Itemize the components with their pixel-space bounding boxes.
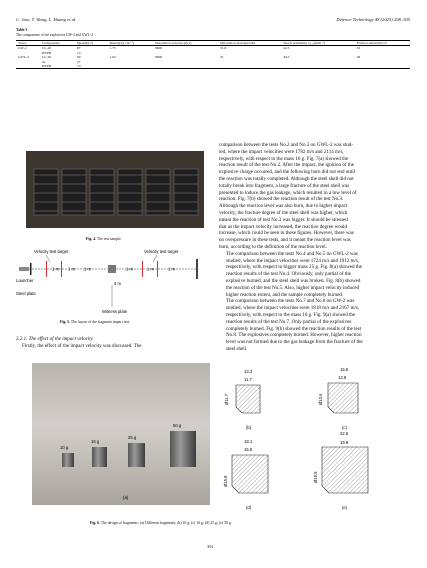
table-header: Detonation pressure/GPa [218, 41, 281, 46]
table-cell [281, 64, 354, 69]
table-cell: 13 [75, 64, 108, 69]
velocity-target-right-label: Velocity test target [144, 249, 179, 254]
fragment-10g [62, 453, 74, 467]
test-sample-photo [26, 151, 204, 228]
table-label: Table 3 [16, 28, 28, 32]
panel-a-label: (a) [123, 495, 129, 500]
text-line: velocity, the fracture degree of the steel shell was higher, which [219, 209, 348, 216]
table-header: Friction sensitivity/% [355, 41, 410, 46]
fragment-50g [170, 431, 196, 467]
text-line: respectively, with respect to the mass 16 g. Fig. 9(a) showed the [226, 311, 356, 318]
dimension-label: 13.3 [244, 369, 253, 374]
table-cell: GWL-2 [18, 55, 29, 60]
mass-label: 16 g [91, 439, 100, 444]
dimension-label: 15.8 [244, 447, 253, 452]
text-line: burn, according to the definition of the reaction level. [219, 243, 327, 250]
table-title: The components of the explosives GW-2 and GWL-2. [16, 33, 94, 37]
paragraph-2 [219, 251, 411, 299]
fig4-caption: Fig. 4. The test sample. [86, 237, 122, 241]
table-cell: 27 [77, 59, 81, 64]
segment-label: 1 m [168, 266, 175, 272]
dimension-label: 18.1 [244, 439, 253, 444]
table-cell: 8000 [155, 55, 163, 60]
sample-cylinders-image [26, 151, 204, 228]
dimension-label: 19.9 [340, 440, 349, 445]
text-line: the reaction was totally completed. Although the steel shell did not [219, 175, 354, 182]
table-header: Density/(g·cm⁻³) [108, 41, 154, 46]
table-cell: 31 [220, 55, 224, 60]
witness-plate-label: Witness plate [102, 309, 128, 314]
dimension-label: 11.7 [244, 377, 252, 382]
fragment-25g-drawing [232, 455, 268, 493]
table-cell: 32 [356, 46, 361, 51]
text-line: The comparison between the tests No.4 and No.5 on GWL-2 was [226, 250, 358, 257]
fragment-50g-drawing [322, 447, 368, 493]
sample-cylinder [118, 169, 142, 215]
sample-cylinder [174, 169, 198, 215]
mass-label: 10 g [60, 445, 69, 450]
text-line: studied, where the impact velocities were 1818 m/s and 2167 m/s, [226, 305, 360, 312]
sample-icon [108, 265, 116, 273]
table-cell [16, 64, 40, 69]
fragments-photo [32, 363, 210, 505]
dimension-label: 13.6 [338, 375, 347, 380]
diameter-label: Ø13.6 [318, 393, 323, 405]
text-line: respectively, with respect to the mass 16 g. Fig. 7(a) showed the [219, 155, 349, 162]
table-cell: HTPB [40, 64, 75, 69]
text-line: completely burned. Fig. 9(b) showed the reaction results of the test [226, 325, 362, 332]
fragment-10g-drawing [236, 385, 260, 413]
fig5-caption: Fig. 5. The layout of the fragment impact test. [60, 320, 131, 324]
dimension-label: 15.6 [340, 367, 349, 372]
table-cell: 28 [356, 55, 361, 60]
text-line: Although the reaction level was also burn, due to higher impact [219, 203, 348, 210]
table-cell: 87 [77, 46, 81, 51]
text-line: the reaction of the test No.5. Also, higher impact velocity induced [226, 284, 360, 291]
page-number: 301 [207, 544, 214, 549]
steel-plate-label: Steel plate [16, 291, 36, 296]
text-line: that as the impact velocity increased, the reaction degree would [219, 223, 348, 230]
text-line: reaction results of the test No.4. Obviously, only partial of the [226, 271, 351, 278]
text-line: reaction result of the test No.2. After the impact, the ignition of the [219, 162, 354, 169]
components-table [16, 40, 410, 69]
section-para: Firstly, the effect of the impact velocity was discussed. The [22, 343, 142, 349]
segment-label: 1 m [126, 266, 133, 272]
fragment-16g [92, 447, 107, 467]
text-line: steel shell. [226, 345, 248, 352]
table-header: Types [16, 41, 40, 46]
mass-label: 50 g [173, 423, 182, 428]
table-header: Shock sensitivity G₅₀/(mm⁻¹) [281, 41, 354, 46]
text-line: level was not formed due to the gas leakage from the fracture of the [226, 339, 363, 346]
running-authors: C. Jiao, T. Wang, L. Huang et al. [16, 17, 77, 22]
sample-cylinder [90, 169, 114, 215]
table-cell [108, 64, 154, 69]
text-line: explosive burned, and the steel shell was broken. Fig. 8(b) showed [226, 277, 361, 284]
table-cell: CL-20 [42, 46, 52, 51]
table-cell: 31.6 [220, 46, 227, 51]
fragment-impact-layout-diagram [16, 247, 212, 317]
section-heading: 3.2.1. The effect of the impact velocity [16, 336, 93, 342]
table-row [16, 64, 410, 69]
text-line: ied, where the impact velocities were 1782 m/s and 2114 m/s, [219, 148, 344, 155]
text-line: studied, where the impact velocities were 1724 m/s and 1912 m/s, [226, 257, 360, 264]
table-cell: 42.5 [283, 46, 290, 51]
table-header: Detonation velocity/(m·s) [153, 41, 218, 46]
table-cell: 1.94 [109, 55, 116, 60]
velocity-target-left-label: Velocity test target [34, 249, 69, 254]
launcher-label: Launcher [16, 278, 34, 283]
fragment-drawings [218, 365, 408, 515]
diameter-label: Ø11.7 [224, 393, 229, 405]
segment-label: 1 m [52, 266, 59, 272]
table-cell: HTPB [42, 50, 51, 55]
diameter-label: Ø15.8 [223, 475, 228, 487]
text-line: no overpressure in these tests, and it meant the reaction level was [219, 237, 351, 244]
steel-plate-icon [30, 263, 32, 275]
sample-cylinder [146, 169, 170, 215]
segment-label: 1 m [68, 266, 75, 272]
table-cell [153, 64, 218, 69]
text-line: The comparison between the tests No.7 and No.8 on GW-2 was [226, 298, 355, 305]
launcher-icon [19, 267, 29, 271]
table-cell: CL-20 [42, 55, 52, 60]
paragraph-3 [219, 298, 411, 352]
panel-label: (e) [342, 505, 348, 510]
fragment-16g-drawing [328, 383, 358, 413]
table-cell: GW-2 [18, 46, 27, 51]
paragraph-1 [219, 142, 411, 251]
text-line: totally break into fragment, a large fracture of the steel shell was [219, 182, 350, 189]
fig6-caption: Fig. 6. The design of fragments: (a) Different fragments; (b) 10 g; (c) 16 g; (d) 25 g; (e) 50 g. [90, 521, 232, 525]
table-cell: 34.5 [283, 55, 290, 60]
table-cell: 13 [77, 50, 81, 55]
text-line: comparison between the tests No.2 and No.3 on GWL-2 was stud- [219, 142, 353, 148]
table-header: Quantity/% [75, 41, 108, 46]
fragment-25g [128, 443, 145, 467]
panel-label: (d) [246, 505, 252, 510]
diameter-label: Ø19.9 [313, 471, 318, 483]
panel-label: (b) [246, 425, 252, 430]
sample-cylinder [34, 169, 58, 215]
table-cell: Al [42, 59, 46, 64]
panel-label: (c) [342, 425, 347, 430]
table-cell [355, 64, 410, 69]
table-cell: 8600 [155, 46, 163, 51]
text-line: higher reaction extent, and the sample completely burned. [226, 291, 344, 298]
right-column-text [219, 142, 411, 353]
text-line: presented to induce the gas leakage, which resulted in a low level of [219, 189, 357, 196]
text-line: reaction results of the test No.7. Only partial of the explosives [226, 318, 352, 325]
text-line: No.8. The explosives completely burned. However, higher reaction [226, 332, 362, 339]
distance-label: 4 m [114, 281, 121, 286]
text-line: increase, which could be seen in these figures. However, there was [219, 230, 354, 237]
witness-plate-icon [196, 259, 198, 279]
text-line: meant the reaction of test No.3 was bigger. It should be stressed [219, 216, 348, 223]
text-line: respectively, with respect to bigger mass 25 g. Fig. 8(a) showed the [226, 264, 362, 271]
mass-label: 25 g [128, 435, 137, 440]
table-cell: 60 [77, 55, 81, 60]
table-cell [218, 64, 281, 69]
text-line: reaction. Fig. 7(b) showed the reaction result of the test No.3. [219, 196, 344, 203]
text-line: explosive charge occurred, and the following burn did not end until [219, 169, 355, 176]
table-header: Components [40, 41, 75, 46]
sample-cylinder [62, 169, 86, 215]
table-cell: 1.75 [109, 46, 116, 51]
segment-label: 1 m [147, 266, 154, 272]
segment-label: 1 m [84, 266, 91, 272]
dimension-label: 22.8 [340, 431, 349, 436]
running-journal: Defence Technology 48 (2025) 298–305 [336, 17, 410, 22]
